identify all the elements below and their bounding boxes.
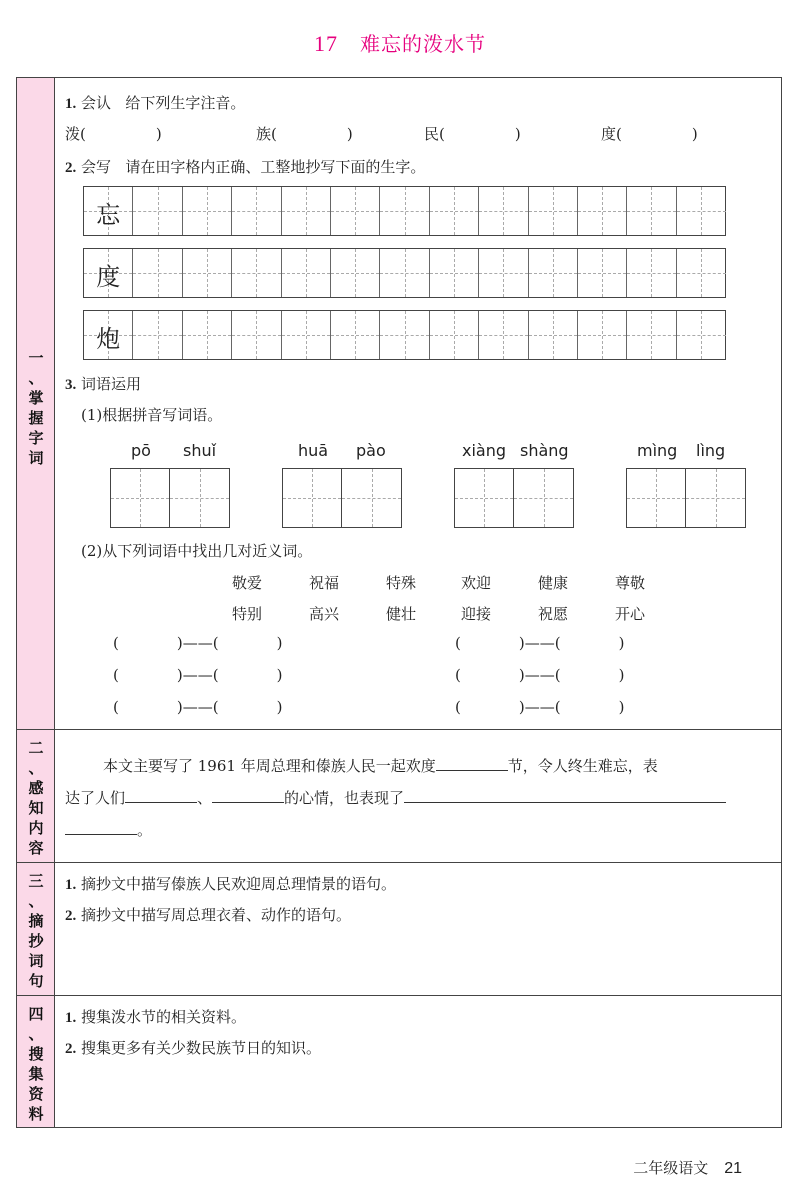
word: 欢迎 bbox=[461, 574, 492, 592]
model-character: 炮 bbox=[96, 325, 121, 353]
word: 祝福 bbox=[309, 574, 340, 592]
q1-heading: 1. 会认 给下列生字注音。 bbox=[65, 94, 246, 112]
festival-blank[interactable] bbox=[436, 754, 508, 771]
word: 迎接 bbox=[461, 605, 492, 623]
pinyin-syllable: mìng bbox=[637, 441, 678, 460]
word: 高兴 bbox=[309, 605, 340, 623]
synonym-pair-blank[interactable]: ( )——( ) bbox=[113, 634, 283, 652]
book-name: 二年级语文 bbox=[633, 1159, 709, 1177]
section-label: 二 、 感 知 内 容 bbox=[17, 730, 55, 862]
model-character: 忘 bbox=[96, 201, 121, 229]
page-title bbox=[0, 28, 800, 57]
pinyin-syllable: huā bbox=[298, 441, 329, 460]
pinyin-syllable: shàng bbox=[520, 441, 569, 460]
section-vocabulary bbox=[17, 78, 781, 730]
answer-box[interactable] bbox=[454, 468, 574, 528]
word: 健壮 bbox=[386, 605, 417, 623]
synonym-pair-blank[interactable]: ( )——( ) bbox=[455, 698, 625, 716]
synonym-pair-blank[interactable]: ( )——( ) bbox=[455, 666, 625, 684]
feeling-blank[interactable] bbox=[125, 786, 197, 803]
pinyin-blank[interactable]: 族( ) bbox=[256, 125, 353, 143]
summary-line-1: 本文主要写了 1961 年周总理和傣族人民一起欢度 节，令人终生难忘，表 bbox=[103, 754, 658, 776]
writing-grid-row[interactable] bbox=[83, 186, 726, 236]
pinyin-blank[interactable]: 泼( ) bbox=[65, 125, 162, 143]
pinyin-syllable: pō bbox=[131, 441, 151, 460]
writing-grid-row[interactable] bbox=[83, 248, 726, 298]
pinyin-syllable: shuǐ bbox=[183, 441, 217, 460]
lesson-title: 难忘的泼水节 bbox=[360, 32, 486, 56]
word: 敬爱 bbox=[232, 574, 263, 592]
answer-box[interactable] bbox=[282, 468, 402, 528]
feeling-blank[interactable] bbox=[212, 786, 284, 803]
word: 特别 bbox=[232, 605, 263, 623]
q3-sub2: (2)从下列词语中找出几对近义词。 bbox=[81, 542, 313, 560]
section-excerpts bbox=[17, 863, 781, 996]
section-label: 一 、 掌 握 字 词 bbox=[17, 78, 55, 729]
task-item: 2. 摘抄文中描写周总理衣着、动作的语句。 bbox=[65, 906, 352, 924]
pinyin-syllable: lìng bbox=[696, 441, 726, 460]
model-character: 度 bbox=[96, 263, 121, 291]
q3-sub1: (1)根据拼音写词语。 bbox=[81, 406, 223, 424]
q3-heading: 3. 词语运用 bbox=[65, 375, 142, 393]
worksheet-frame bbox=[16, 77, 782, 1128]
task-item: 1. 搜集泼水节的相关资料。 bbox=[65, 1008, 247, 1026]
page-number: 21 bbox=[724, 1160, 742, 1177]
section-comprehension bbox=[17, 730, 781, 863]
q2-heading: 2. 会写 请在田字格内正确、工整地抄写下面的生字。 bbox=[65, 158, 426, 176]
summary-line-3: 。 bbox=[65, 818, 152, 840]
writing-grid-row[interactable] bbox=[83, 310, 726, 360]
pinyin-blank[interactable]: 民( ) bbox=[424, 125, 521, 143]
expression-blank[interactable] bbox=[404, 786, 726, 803]
expression-blank[interactable] bbox=[65, 818, 137, 835]
pinyin-blank[interactable]: 度( ) bbox=[601, 125, 698, 143]
answer-box[interactable] bbox=[626, 468, 746, 528]
word: 开心 bbox=[615, 605, 646, 623]
pinyin-syllable: pào bbox=[356, 441, 386, 460]
word: 尊敬 bbox=[615, 574, 646, 592]
synonym-pair-blank[interactable]: ( )——( ) bbox=[455, 634, 625, 652]
summary-line-2: 达了人们 、 的心情，也表现了 bbox=[65, 786, 726, 808]
section-research bbox=[17, 996, 781, 1127]
word: 特殊 bbox=[386, 574, 417, 592]
synonym-pair-blank[interactable]: ( )——( ) bbox=[113, 666, 283, 684]
task-item: 2. 搜集更多有关少数民族节日的知识。 bbox=[65, 1039, 322, 1057]
pinyin-syllable: xiàng bbox=[462, 441, 507, 460]
task-item: 1. 摘抄文中描写傣族人民欢迎周总理情景的语句。 bbox=[65, 875, 397, 893]
word: 祝愿 bbox=[538, 605, 569, 623]
word: 健康 bbox=[538, 574, 569, 592]
lesson-number: 17 bbox=[314, 31, 338, 56]
page-footer bbox=[633, 1157, 742, 1178]
section-label: 三 、 摘 抄 词 句 bbox=[17, 863, 55, 995]
synonym-pair-blank[interactable]: ( )——( ) bbox=[113, 698, 283, 716]
answer-box[interactable] bbox=[110, 468, 230, 528]
section-label: 四 、 搜 集 资 料 bbox=[17, 996, 55, 1127]
